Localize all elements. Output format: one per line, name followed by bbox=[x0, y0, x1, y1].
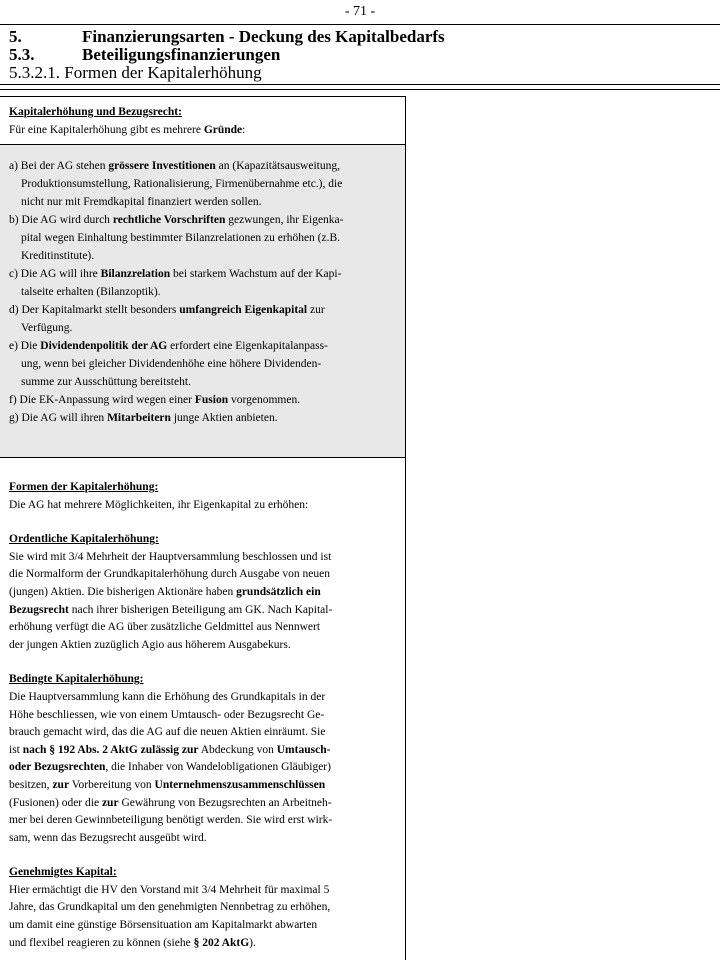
intro-text-a: Für eine Kapitalerhöhung gibt es mehrere bbox=[9, 124, 204, 136]
reason-e-2: erfordert eine Eigenkapitalanpass- bbox=[167, 340, 328, 352]
reason-c bbox=[9, 265, 396, 283]
intro-box bbox=[0, 97, 405, 145]
ordinary-line6: der jungen Aktien zuzüglich Agio aus höherem Ausgabekurs. bbox=[9, 638, 291, 651]
conditional-line2: Höhe beschliessen, wie von einem Umtausch- oder Bezugsrecht Ge- bbox=[9, 708, 325, 721]
conditional-line5 bbox=[9, 759, 396, 777]
reason-b-1: b) Die AG wird durch bbox=[9, 214, 113, 226]
section-number: 5.3. bbox=[9, 45, 35, 64]
forms-heading: Formen der Kapitalerhöhung: bbox=[9, 481, 159, 493]
conditional-line3: brauch gemacht wird, das die AG auf die neuen Aktien einräumt. Sie bbox=[9, 726, 326, 739]
conditional-line4-bold: nach § 192 Abs. 2 AktG zulässig zur bbox=[22, 743, 199, 756]
authorized-heading: Genehmigtes Kapital: bbox=[9, 866, 117, 879]
reason-d bbox=[9, 301, 396, 319]
reason-b-2: gezwungen, ihr Eigenka- bbox=[225, 214, 344, 226]
reason-c-1: c) Die AG will ihre bbox=[9, 268, 101, 280]
reason-e-line2: ung, wenn bei gleicher Dividendenhöhe eine höhere Dividenden- bbox=[21, 358, 322, 370]
authorized-line2: Jahre, das Grundkapital um den genehmigten Nennbetrag zu erhöhen, bbox=[9, 901, 331, 914]
authorized-line4-bold: § 202 AktG bbox=[193, 936, 250, 949]
reason-b-line3: Kreditinstitute). bbox=[21, 250, 95, 262]
conditional-line5-b: , die Inhaber von Wandelobligationen Gläubiger) bbox=[105, 761, 331, 774]
conditional-line6-c: Vorbereitung von bbox=[69, 778, 155, 791]
reason-f-2: vorgenommen. bbox=[228, 394, 301, 406]
reason-f bbox=[9, 391, 396, 409]
ordinary-line1: Sie wird mit 3/4 Mehrheit der Hauptversammlung beschlossen und ist bbox=[9, 550, 332, 563]
reason-c-2: bei starkem Wachstum auf der Kapi- bbox=[170, 268, 342, 280]
forms-intro: Die AG hat mehrere Möglichkeiten, ihr Eigenkapital zu erhöhen: bbox=[9, 498, 309, 511]
conditional-line7-a: (Fusionen) oder die bbox=[9, 796, 102, 809]
intro-text bbox=[9, 121, 396, 139]
reason-e bbox=[9, 337, 396, 355]
reason-c-bold: Bilanzrelation bbox=[100, 268, 171, 280]
forms-box bbox=[0, 458, 405, 961]
authorized-line4-a: und flexibel reagieren zu können (siehe bbox=[9, 936, 194, 949]
reason-e-line3: summe zur Ausschüttung bereitsteht. bbox=[21, 376, 191, 388]
reason-c-line2: talseite erhalten (Bilanzoptik). bbox=[21, 286, 161, 298]
chapter-title bbox=[9, 28, 720, 46]
conditional-line7-bold: zur bbox=[101, 796, 119, 809]
reason-d-1: d) Der Kapitalmarkt stellt besonders bbox=[9, 304, 180, 316]
reason-d-bold: umfangreich Eigenkapital bbox=[179, 304, 308, 316]
conditional-line4-bold2: Umtausch- bbox=[276, 743, 331, 756]
content-column bbox=[0, 96, 406, 960]
authorized-line4 bbox=[9, 935, 396, 953]
intro-text-c: : bbox=[242, 124, 246, 136]
conditional-line5-bold: oder Bezugsrechten bbox=[9, 761, 106, 774]
reason-d-2: zur bbox=[307, 304, 325, 316]
reason-b bbox=[9, 211, 396, 229]
reason-e-bold: Dividendenpolitik der AG bbox=[40, 340, 168, 352]
conditional-line6-bold: zur bbox=[52, 778, 70, 791]
reason-g-2: junge Aktien anbieten. bbox=[170, 412, 278, 424]
intro-text-b: Gründe bbox=[203, 124, 243, 136]
conditional-line6-bold2: Unternehmenszusammenschlüssen bbox=[154, 778, 326, 791]
chapter-text: Finanzierungsarten - Deckung des Kapitalbedarfs bbox=[82, 27, 445, 46]
reason-g-1: g) Die AG will ihren bbox=[9, 412, 108, 424]
reason-b-line2: pital wegen Einhaltung bestimmter Bilanzrelationen zu erhöhen (z.B. bbox=[21, 232, 341, 244]
reason-a-1: a) Bei der AG stehen bbox=[9, 160, 109, 172]
ordinary-line5: erhöhung verfügt die AG über zusätzliche Geldmittel aus Nennwert bbox=[9, 621, 321, 634]
intro-heading: Kapitalerhöhung und Bezugsrecht: bbox=[9, 106, 182, 118]
reason-a-bold: grössere Investitionen bbox=[108, 160, 216, 172]
ordinary-heading: Ordentliche Kapitalerhöhung: bbox=[9, 533, 159, 546]
conditional-line7 bbox=[9, 795, 396, 813]
authorized-line1: Hier ermächtigt die HV den Vorstand mit 3/4 Mehrheit für maximal 5 bbox=[9, 883, 330, 896]
ordinary-line3-a: (jungen) Aktien. Die bisherigen Aktionäre haben bbox=[9, 585, 237, 598]
reason-a-2: an (Kapazitätsausweitung, bbox=[215, 160, 340, 172]
authorized-line4-c: ). bbox=[249, 936, 256, 949]
conditional-line7-c: Gewährung von Bezugsrechten an Arbeitneh- bbox=[118, 796, 332, 809]
ordinary-line3 bbox=[9, 584, 396, 602]
ordinary-line3-bold: grundsätzlich ein bbox=[236, 585, 321, 598]
reason-f-1: f) Die EK-Anpassung wird wegen einer bbox=[9, 394, 195, 406]
conditional-heading: Bedingte Kapitalerhöhung: bbox=[9, 673, 144, 686]
page-number: - 71 - bbox=[344, 4, 376, 19]
reason-g bbox=[9, 409, 396, 427]
reason-d-line2: Verfügung. bbox=[21, 322, 73, 334]
conditional-line4-a: ist bbox=[9, 743, 23, 756]
reason-b-bold: rechtliche Vorschriften bbox=[112, 214, 226, 226]
conditional-line8: mer bei deren Gewinnbeteiligung benötigt werden. Sie wird erst wirk- bbox=[9, 814, 333, 827]
reason-a-line3: nicht nur mit Fremdkapital finanziert werden sollen. bbox=[21, 196, 262, 208]
conditional-line4-c: Abdeckung von bbox=[198, 743, 277, 756]
reason-a-line2: Produktionsumstellung, Rationalisierung, Firmenübernahme etc.), die bbox=[21, 178, 343, 190]
ordinary-line4 bbox=[9, 602, 396, 620]
conditional-line6 bbox=[9, 777, 396, 795]
reason-g-bold: Mitarbeitern bbox=[107, 412, 171, 424]
section-title bbox=[9, 46, 720, 64]
reason-f-bold: Fusion bbox=[194, 394, 229, 406]
chapter-number: 5. bbox=[9, 27, 22, 46]
reasons-box bbox=[0, 145, 405, 458]
section-text: Beteiligungsfinanzierungen bbox=[82, 45, 281, 64]
chapter-header bbox=[0, 24, 720, 85]
authorized-line3: um damit eine günstige Börsensituation am Kapitalmarkt abwarten bbox=[9, 919, 318, 932]
header-rule bbox=[0, 89, 720, 90]
reason-a bbox=[9, 157, 396, 175]
conditional-line1: Die Hauptversammlung kann die Erhöhung des Grundkapitals in der bbox=[9, 690, 326, 703]
ordinary-line4-b: nach ihrer bisherigen Beteiligung am GK. Nach Kapital- bbox=[68, 603, 333, 616]
reason-e-1: e) Die bbox=[9, 340, 41, 352]
ordinary-line2: die Normalform der Grundkapitalerhöhung durch Ausgabe von neuen bbox=[9, 568, 330, 581]
conditional-line9: sam, wenn das Bezugsrecht ausgeübt wird. bbox=[9, 831, 207, 844]
subsection-title: 5.3.2.1. Formen der Kapitalerhöhung bbox=[9, 63, 262, 82]
conditional-line6-a: besitzen, bbox=[9, 778, 53, 791]
conditional-line4 bbox=[9, 742, 396, 760]
ordinary-line4-bold: Bezugsrecht bbox=[9, 603, 69, 616]
